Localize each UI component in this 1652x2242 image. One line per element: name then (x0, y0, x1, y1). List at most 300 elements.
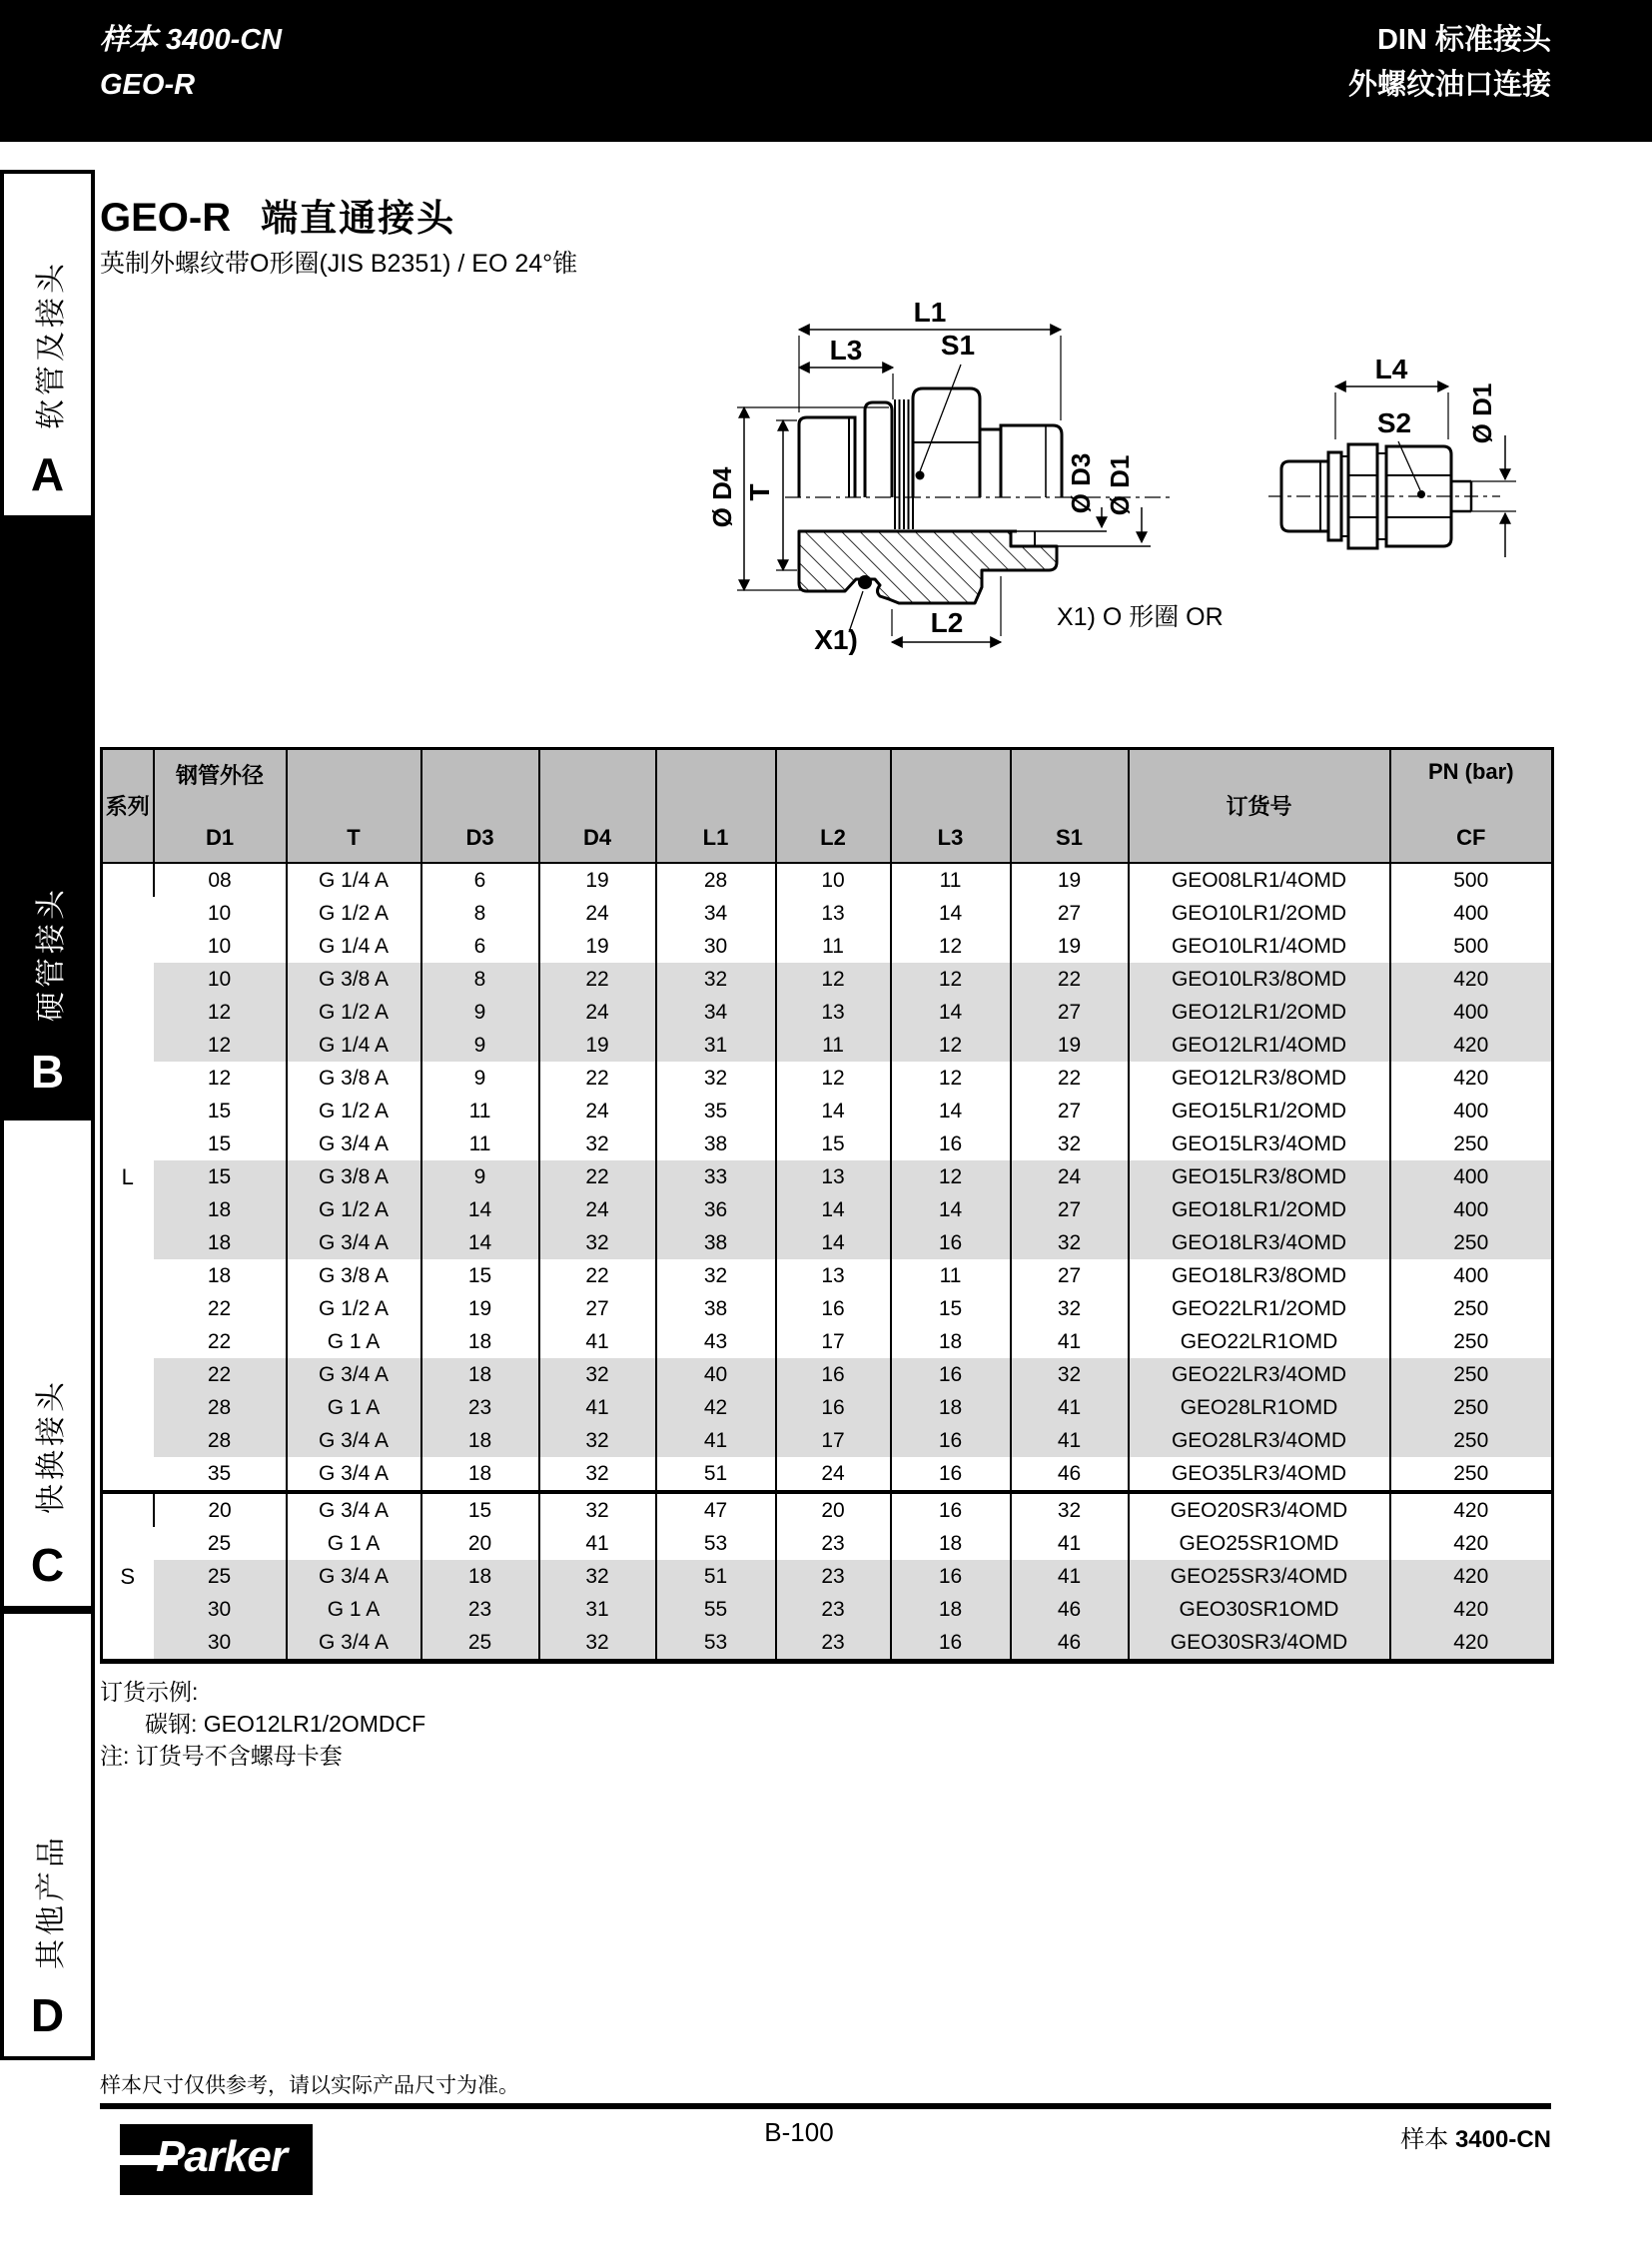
table-cell: 16 (891, 1424, 1011, 1457)
table-cell: 250 (1390, 1358, 1553, 1391)
table-row (102, 1127, 1553, 1160)
table-cell: 20 (776, 1492, 891, 1527)
table-cell: 23 (421, 1391, 539, 1424)
table-cell: 16 (891, 1492, 1011, 1527)
column-header: PN (bar) CF (1390, 749, 1553, 864)
table-cell: 25 (154, 1560, 287, 1593)
table-cell: 12 (154, 1029, 287, 1062)
table-cell: 53 (656, 1527, 776, 1560)
table-cell: 42 (656, 1391, 776, 1424)
table-cell: G 1/2 A (287, 996, 421, 1029)
table-cell: 18 (421, 1358, 539, 1391)
ordering-example-item: 碳钢: GEO12LR1/2OMDCF (145, 1711, 426, 1737)
table-cell: 27 (1011, 1095, 1129, 1127)
table-cell: 14 (891, 1193, 1011, 1226)
table-cell: G 3/4 A (287, 1226, 421, 1259)
table-cell: G 3/8 A (287, 1062, 421, 1095)
dim-label-d3: Ø D3 (1066, 452, 1096, 514)
parker-logo-text: Parker (156, 2132, 288, 2181)
table-cell: GEO12LR1/4OMD (1129, 1029, 1390, 1062)
table-cell: GEO08LR1/4OMD (1129, 863, 1390, 897)
table-cell: 400 (1390, 1259, 1553, 1292)
table-cell: G 3/4 A (287, 1358, 421, 1391)
table-cell: 27 (539, 1292, 656, 1325)
table-cell: 16 (891, 1226, 1011, 1259)
table-cell: 27 (1011, 996, 1129, 1029)
table-cell: 11 (776, 930, 891, 963)
spec-table (100, 747, 1554, 1664)
table-cell: 32 (539, 1626, 656, 1662)
table-row (102, 1424, 1553, 1457)
table-cell: 23 (776, 1527, 891, 1560)
table-row (102, 1560, 1553, 1593)
table-cell: 14 (776, 1193, 891, 1226)
table-cell: 16 (891, 1457, 1011, 1492)
table-cell: 32 (656, 1259, 776, 1292)
table-cell: 12 (891, 1160, 1011, 1193)
table-cell: 08 (154, 863, 287, 897)
dim-label-s1: S1 (940, 330, 976, 361)
header-section-line1: DIN 标准接头 (1376, 24, 1551, 56)
footer-catalog-prefix: 样本 (1400, 2126, 1455, 2153)
table-cell: 46 (1011, 1593, 1129, 1626)
table-cell: G 1/4 A (287, 1029, 421, 1062)
table-cell: 18 (421, 1325, 539, 1358)
table-cell: 30 (154, 1593, 287, 1626)
column-header: T (287, 749, 421, 864)
table-cell: 46 (1011, 1457, 1129, 1492)
table-cell: GEO18LR3/8OMD (1129, 1259, 1390, 1292)
table-row (102, 963, 1553, 996)
table-cell: 24 (1011, 1160, 1129, 1193)
table-cell: 19 (539, 863, 656, 897)
table-cell: G 3/4 A (287, 1492, 421, 1527)
table-cell: GEO25SR3/4OMD (1129, 1560, 1390, 1593)
table-row (102, 1626, 1553, 1662)
dim-label-l3: L3 (829, 335, 863, 366)
table-cell: G 3/4 A (287, 1560, 421, 1593)
table-cell: 9 (421, 1160, 539, 1193)
ordering-note: 注: 订货号不含螺母卡套 (100, 1743, 343, 1769)
table-row (102, 863, 1553, 897)
column-header: L2 (776, 749, 891, 864)
table-cell: 250 (1390, 1292, 1553, 1325)
table-cell: 24 (539, 996, 656, 1029)
sidebar-tab-d-label: 其他产品 (34, 1833, 68, 1969)
table-cell: 10 (207, 935, 232, 958)
table-cell: 13 (776, 1259, 891, 1292)
table-row (102, 1325, 1553, 1358)
spec-table-body (102, 863, 1553, 1662)
table-cell: 250 (1390, 1226, 1553, 1259)
table-cell: 30 (656, 930, 776, 963)
table-cell: 16 (891, 1358, 1011, 1391)
table-row (102, 1193, 1553, 1226)
table-cell: G 3/4 A (287, 1127, 421, 1160)
column-header: L3 (891, 749, 1011, 864)
table-cell: 32 (1011, 1127, 1129, 1160)
table-cell: 25 (207, 1532, 232, 1555)
series-cell: L (102, 863, 154, 1492)
sidebar-tab-b-letter: B (30, 1046, 65, 1098)
table-cell: 33 (656, 1160, 776, 1193)
table-cell: 420 (1390, 1062, 1553, 1095)
table-row (102, 1095, 1553, 1127)
footer-catalog-code: 3400-CN (1454, 2126, 1551, 2153)
table-cell: 41 (1011, 1560, 1129, 1593)
table-cell: 23 (421, 1593, 539, 1626)
table-cell: GEO15LR3/4OMD (1129, 1127, 1390, 1160)
dim-label-l1: L1 (913, 297, 947, 328)
table-cell: 55 (656, 1593, 776, 1626)
table-cell: 16 (891, 1626, 1011, 1662)
footer-page-number: B-100 (764, 2117, 834, 2147)
table-cell: 27 (1011, 897, 1129, 930)
table-cell: 24 (539, 1095, 656, 1127)
table-cell: 12 (776, 963, 891, 996)
page-subtitle: 英制外螺纹带O形圈(JIS B2351) / EO 24°锥 (100, 250, 578, 278)
table-cell: 14 (891, 897, 1011, 930)
table-cell: 20 (421, 1527, 539, 1560)
table-cell: 53 (656, 1626, 776, 1662)
table-row (102, 930, 1553, 963)
table-cell: 400 (1390, 996, 1553, 1029)
table-cell: 16 (891, 1560, 1011, 1593)
table-cell: 32 (539, 1560, 656, 1593)
sidebar-tab-d (0, 1610, 95, 2060)
table-cell: 41 (1011, 1325, 1129, 1358)
table-cell: GEO20SR3/4OMD (1129, 1492, 1390, 1527)
table-cell: 51 (656, 1457, 776, 1492)
table-cell: 15 (207, 1100, 232, 1122)
table-cell: 19 (539, 1029, 656, 1062)
table-cell: 15 (776, 1127, 891, 1160)
table-cell: G 1/2 A (287, 1292, 421, 1325)
table-cell: 22 (154, 1358, 287, 1391)
table-cell: 15 (421, 1259, 539, 1292)
table-cell: 28 (656, 863, 776, 897)
table-cell: 32 (539, 1226, 656, 1259)
table-row (102, 996, 1553, 1029)
table-cell: 420 (1390, 1029, 1553, 1062)
header-section-title (1348, 18, 1551, 108)
table-cell: 14 (421, 1226, 539, 1259)
table-cell: 32 (539, 1492, 656, 1527)
header-catalog-id (100, 18, 282, 108)
table-cell: 40 (656, 1358, 776, 1391)
table-cell: 34 (656, 897, 776, 930)
table-cell: GEO25SR1OMD (1129, 1527, 1390, 1560)
table-cell: 6 (421, 863, 539, 897)
table-cell: 12 (207, 1067, 232, 1090)
footer-rule (100, 2103, 1551, 2109)
table-cell: G 1 A (287, 1527, 421, 1560)
table-cell: G 1/2 A (287, 897, 421, 930)
table-cell: 28 (154, 1424, 287, 1457)
dim-label-l2: L2 (930, 607, 964, 638)
column-header: 钢管外径 D1 (154, 749, 287, 864)
product-name: 端直通接头 (261, 198, 456, 239)
table-cell: 500 (1390, 863, 1553, 897)
sidebar-tab-c-letter: C (30, 1539, 65, 1591)
table-cell: 12 (891, 1062, 1011, 1095)
table-cell: 11 (891, 1259, 1011, 1292)
table-cell: 420 (1390, 963, 1553, 996)
table-cell: 420 (1390, 1593, 1553, 1626)
table-cell: 27 (1011, 1193, 1129, 1226)
table-cell: 24 (539, 897, 656, 930)
table-cell: 20 (154, 1492, 287, 1527)
table-cell: 14 (776, 1095, 891, 1127)
table-cell: 15 (154, 1160, 287, 1193)
table-cell: G 1 A (287, 1325, 421, 1358)
column-header: L1 (656, 749, 776, 864)
table-cell: 400 (1390, 897, 1553, 930)
table-row (102, 1457, 1553, 1492)
table-cell: 250 (1390, 1127, 1553, 1160)
table-cell: GEO30SR1OMD (1129, 1593, 1390, 1626)
table-cell: 32 (1011, 1492, 1129, 1527)
table-cell: 420 (1390, 1527, 1553, 1560)
table-cell: 41 (539, 1325, 656, 1358)
table-cell: GEO35LR3/4OMD (1129, 1457, 1390, 1492)
dim-label-s2: S2 (1376, 407, 1412, 438)
table-cell: G 3/4 A (287, 1457, 421, 1492)
table-cell: G 1 A (287, 1593, 421, 1626)
table-cell: GEO28LR1OMD (1129, 1391, 1390, 1424)
dim-label-d1: Ø D1 (1105, 454, 1135, 516)
table-cell: 18 (207, 1264, 232, 1287)
table-row (102, 1062, 1553, 1095)
sidebar-tab-d-letter: D (30, 1989, 65, 2041)
table-cell: 41 (539, 1391, 656, 1424)
table-cell: 35 (207, 1462, 232, 1485)
table-cell: 15 (891, 1292, 1011, 1325)
table-cell: 250 (1390, 1325, 1553, 1358)
table-cell: GEO30SR3/4OMD (1129, 1626, 1390, 1662)
column-header: 订货号 (1129, 749, 1390, 864)
table-cell: 41 (539, 1527, 656, 1560)
table-cell: 6 (421, 930, 539, 963)
table-cell: GEO28LR3/4OMD (1129, 1424, 1390, 1457)
table-cell: 9 (421, 1029, 539, 1062)
header-catalog-line1: 样本 3400-CN (100, 24, 283, 56)
table-cell: 31 (656, 1029, 776, 1062)
table-cell: 36 (656, 1193, 776, 1226)
table-cell: 32 (656, 1062, 776, 1095)
table-cell: 15 (421, 1492, 539, 1527)
table-row (102, 1358, 1553, 1391)
column-header: D4 (539, 749, 656, 864)
table-cell: 12 (154, 996, 287, 1029)
table-cell: 11 (891, 863, 1011, 897)
table-cell: GEO18LR3/4OMD (1129, 1226, 1390, 1259)
table-cell: 43 (656, 1325, 776, 1358)
table-cell: 18 (891, 1527, 1011, 1560)
table-cell: G 3/4 A (287, 1424, 421, 1457)
table-cell: 250 (1390, 1457, 1553, 1492)
sidebar-tab-b (0, 519, 95, 1117)
table-cell: 24 (776, 1457, 891, 1492)
table-cell: 400 (1390, 1160, 1553, 1193)
header-section-line2: 外螺纹油口连接 (1347, 69, 1551, 101)
table-cell: 8 (421, 897, 539, 930)
table-cell: 22 (1011, 963, 1129, 996)
table-cell: 51 (656, 1560, 776, 1593)
sidebar-tab-b-label: 硬管接头 (34, 885, 68, 1022)
table-row (102, 1226, 1553, 1259)
table-cell: 35 (656, 1095, 776, 1127)
table-cell: 11 (776, 1029, 891, 1062)
table-cell: 32 (539, 1358, 656, 1391)
table-cell: GEO10LR1/2OMD (1129, 897, 1390, 930)
table-cell: 22 (1011, 1062, 1129, 1095)
table-cell: 38 (656, 1226, 776, 1259)
sidebar-tab-a-letter: A (30, 448, 65, 500)
table-cell: 19 (1011, 863, 1129, 897)
table-cell: 38 (656, 1127, 776, 1160)
table-cell: 420 (1390, 1492, 1553, 1527)
table-cell: 8 (421, 963, 539, 996)
table-cell: 16 (776, 1292, 891, 1325)
table-cell: 24 (539, 1193, 656, 1226)
table-cell: 400 (1390, 1095, 1553, 1127)
table-cell: 32 (539, 1457, 656, 1492)
table-cell: 27 (1011, 1259, 1129, 1292)
table-cell: 10 (154, 963, 287, 996)
dim-label-x1: X1) (814, 624, 858, 655)
table-cell: 420 (1390, 1626, 1553, 1662)
table-row (102, 1292, 1553, 1325)
table-cell: 18 (891, 1593, 1011, 1626)
dim-label-t: T (744, 483, 775, 501)
table-cell: 41 (1011, 1424, 1129, 1457)
table-cell: GEO10LR3/8OMD (1129, 963, 1390, 996)
table-cell: GEO18LR1/2OMD (1129, 1193, 1390, 1226)
table-cell: 23 (776, 1626, 891, 1662)
table-cell: 14 (421, 1193, 539, 1226)
fitting-side-drawing (1229, 330, 1528, 589)
table-cell: 32 (1011, 1358, 1129, 1391)
table-cell: 18 (421, 1560, 539, 1593)
table-cell: 12 (891, 1029, 1011, 1062)
column-header: S1 (1011, 749, 1129, 864)
table-cell: 22 (207, 1330, 232, 1353)
table-cell: 31 (539, 1593, 656, 1626)
table-row (102, 1391, 1553, 1424)
table-cell: 12 (776, 1062, 891, 1095)
table-cell: 19 (1011, 930, 1129, 963)
table-cell: 18 (891, 1325, 1011, 1358)
table-cell: 19 (539, 930, 656, 963)
table-cell: 13 (776, 1160, 891, 1193)
parker-logo (120, 2124, 313, 2195)
table-cell: 250 (1390, 1391, 1553, 1424)
table-cell: 22 (539, 963, 656, 996)
table-row (102, 1527, 1553, 1560)
table-cell: 10 (207, 902, 232, 925)
table-cell: GEO22LR3/4OMD (1129, 1358, 1390, 1391)
table-cell: GEO12LR3/8OMD (1129, 1062, 1390, 1095)
sidebar-tab-c-label: 快换接头 (34, 1377, 68, 1514)
dim-label-d1-right: Ø D1 (1467, 382, 1497, 444)
table-cell: 32 (656, 963, 776, 996)
table-cell: 12 (891, 930, 1011, 963)
sidebar-tab-a (0, 170, 95, 519)
table-cell: 14 (891, 996, 1011, 1029)
table-cell: 17 (776, 1325, 891, 1358)
table-cell: 19 (421, 1292, 539, 1325)
table-cell: G 3/4 A (287, 1626, 421, 1662)
table-cell: G 1 A (287, 1391, 421, 1424)
table-cell: GEO10LR1/4OMD (1129, 930, 1390, 963)
table-cell: 23 (776, 1560, 891, 1593)
table-cell: 17 (776, 1424, 891, 1457)
sidebar-tab-a-label: 软管及接头 (34, 260, 68, 429)
table-cell: 11 (421, 1127, 539, 1160)
table-cell: 250 (1390, 1424, 1553, 1457)
table-cell: 22 (539, 1062, 656, 1095)
column-header: 系列 (102, 749, 154, 864)
table-row (102, 1593, 1553, 1626)
ordering-notes (100, 1676, 425, 1772)
page-header-bar (0, 0, 1652, 142)
ordering-example-title: 订货示例: (100, 1679, 199, 1705)
table-cell: 18 (891, 1391, 1011, 1424)
table-cell: 9 (421, 996, 539, 1029)
table-cell: G 3/8 A (287, 963, 421, 996)
table-row (102, 1492, 1553, 1527)
table-cell: GEO22LR1OMD (1129, 1325, 1390, 1358)
table-cell: 9 (421, 1062, 539, 1095)
table-cell: 41 (656, 1424, 776, 1457)
table-cell: G 1/2 A (287, 1095, 421, 1127)
table-cell: 11 (421, 1095, 539, 1127)
table-cell: 15 (207, 1132, 232, 1155)
table-cell: 14 (776, 1226, 891, 1259)
table-cell: 400 (1390, 1193, 1553, 1226)
table-cell: 18 (154, 1193, 287, 1226)
table-cell: G 1/2 A (287, 1193, 421, 1226)
table-cell: 12 (891, 963, 1011, 996)
table-cell: 25 (421, 1626, 539, 1662)
table-cell: GEO15LR1/2OMD (1129, 1095, 1390, 1127)
footer-disclaimer: 样本尺寸仅供参考，请以实际产品尺寸为准。 (100, 2074, 519, 2097)
product-code: GEO-R (100, 196, 232, 240)
table-cell: GEO15LR3/8OMD (1129, 1160, 1390, 1193)
table-cell: 16 (776, 1391, 891, 1424)
table-cell: 22 (539, 1160, 656, 1193)
page-title (100, 188, 455, 242)
table-row (102, 1160, 1553, 1193)
table-cell: 18 (421, 1457, 539, 1492)
table-cell: 38 (656, 1292, 776, 1325)
table-cell: 32 (539, 1127, 656, 1160)
table-cell: 47 (656, 1492, 776, 1527)
footer-catalog (1400, 2119, 1551, 2154)
sidebar-tab-c (0, 1117, 95, 1610)
table-cell: 46 (1011, 1626, 1129, 1662)
table-cell: G 1/4 A (287, 930, 421, 963)
table-cell: 32 (1011, 1292, 1129, 1325)
table-cell: 30 (154, 1626, 287, 1662)
oring-note: X1) O 形圈 OR (1057, 603, 1224, 631)
table-cell: G 1/4 A (287, 863, 421, 897)
table-cell: 23 (776, 1593, 891, 1626)
table-cell: G 3/8 A (287, 1160, 421, 1193)
table-cell: 10 (776, 863, 891, 897)
dim-label-d4: Ø D4 (707, 466, 737, 528)
